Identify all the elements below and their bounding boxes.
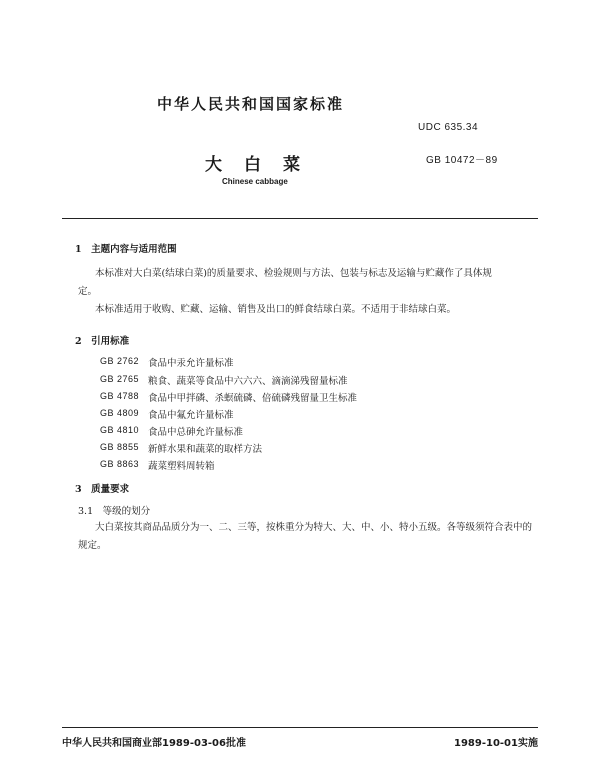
section-2-heading: 2 引用标准 xyxy=(75,336,130,347)
section-3-1-paragraph-line-2: 规定。 xyxy=(78,540,107,551)
section-1-paragraph-1-line-1: 本标准对大白菜(结球白菜)的质量要求、检验规则与方法、包装与标志及运输与贮藏作了具体规 xyxy=(95,268,492,279)
document-title xyxy=(205,150,322,175)
ref-name: 食品中甲拌磷、杀螟硫磷、倍硫磷残留量卫生标准 xyxy=(148,393,358,404)
ref-code: GB 2765 xyxy=(100,374,140,384)
ref-code: GB 8855 xyxy=(100,442,140,452)
section-3-1-heading: 3.1 等级的划分 xyxy=(78,506,151,517)
national-standard-heading: 中华人民共和国国家标准 xyxy=(157,95,345,113)
ref-name: 蔬菜塑料周转箱 xyxy=(148,461,215,472)
udc-code: UDC 635.34 xyxy=(418,122,479,133)
ref-code: GB 4788 xyxy=(100,391,140,401)
effective-date: 1989-10-01实施 xyxy=(454,738,538,749)
title-char-2: 白 xyxy=(244,155,261,175)
ref-code: GB 4810 xyxy=(100,425,140,435)
title-char-3: 菜 xyxy=(283,155,300,175)
section-1-heading: 1 主题内容与适用范围 xyxy=(75,244,177,255)
header-divider xyxy=(62,218,538,219)
ref-name: 新鲜水果和蔬菜的取样方法 xyxy=(148,444,263,455)
section-1-paragraph-2: 本标准适用于收购、贮藏、运输、销售及出口的鲜食结球白菜。不适用于非结球白菜。 xyxy=(95,304,457,315)
ref-name: 食品中汞允许量标准 xyxy=(148,358,234,369)
ref-code: GB 2762 xyxy=(100,356,140,366)
section-1-paragraph-1-line-2: 定。 xyxy=(78,286,98,297)
ref-code: GB 8863 xyxy=(100,459,140,469)
english-title: Chinese cabbage xyxy=(222,177,288,186)
title-char-1: 大 xyxy=(205,155,222,175)
ref-name: 食品中总砷允许量标准 xyxy=(148,427,244,438)
footer-divider xyxy=(62,727,538,728)
gb-standard-code: GB 10472－89 xyxy=(426,155,498,166)
section-3-heading: 3 质量要求 xyxy=(75,484,130,495)
approval-statement: 中华人民共和国商业部1989-03-06批准 xyxy=(62,738,246,749)
ref-name: 食品中氟允许量标准 xyxy=(148,410,234,421)
ref-code: GB 4809 xyxy=(100,408,140,418)
section-3-1-paragraph-line-1: 大白菜按其商品品质分为一、二、三等，按株重分为特大、大、中、小、特小五级。各等级须符合表中的 xyxy=(95,522,533,533)
ref-name: 粮食、蔬菜等食品中六六六、滴滴涕残留量标准 xyxy=(148,376,348,387)
